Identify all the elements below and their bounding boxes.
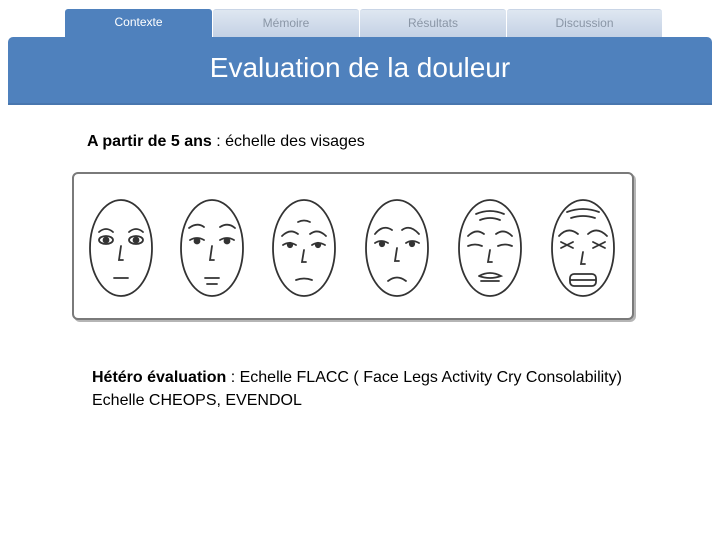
face-6-icon <box>552 200 614 296</box>
section-tabs <box>65 9 662 38</box>
face-1-icon <box>90 200 152 296</box>
tab-resultats[interactable]: Résultats <box>360 9 506 38</box>
hetero-bold: Hétéro évaluation <box>92 369 227 386</box>
face-5-icon <box>459 200 521 296</box>
face-4-icon <box>366 200 428 296</box>
face-3-icon <box>273 200 335 296</box>
tab-memoire[interactable]: Mémoire <box>213 9 359 38</box>
intro-bold: A partir de 5 ans <box>87 133 212 150</box>
hetero-evaluation-text <box>92 366 652 412</box>
face-2-icon <box>181 200 243 296</box>
tab-contexte[interactable]: Contexte <box>65 9 212 38</box>
title-banner <box>8 37 712 105</box>
faces-pain-scale-icon <box>74 174 632 318</box>
tab-discussion[interactable]: Discussion <box>507 9 662 38</box>
faces-scale-image <box>72 172 634 320</box>
hetero-rest: : Echelle FLACC ( Face Legs Activity Cry Consolability) Echelle CHEOPS, EVENDOL <box>92 369 622 409</box>
intro-text <box>87 133 365 151</box>
page-title: Evaluation de la douleur <box>209 52 511 83</box>
intro-rest: : échelle des visages <box>211 133 365 150</box>
